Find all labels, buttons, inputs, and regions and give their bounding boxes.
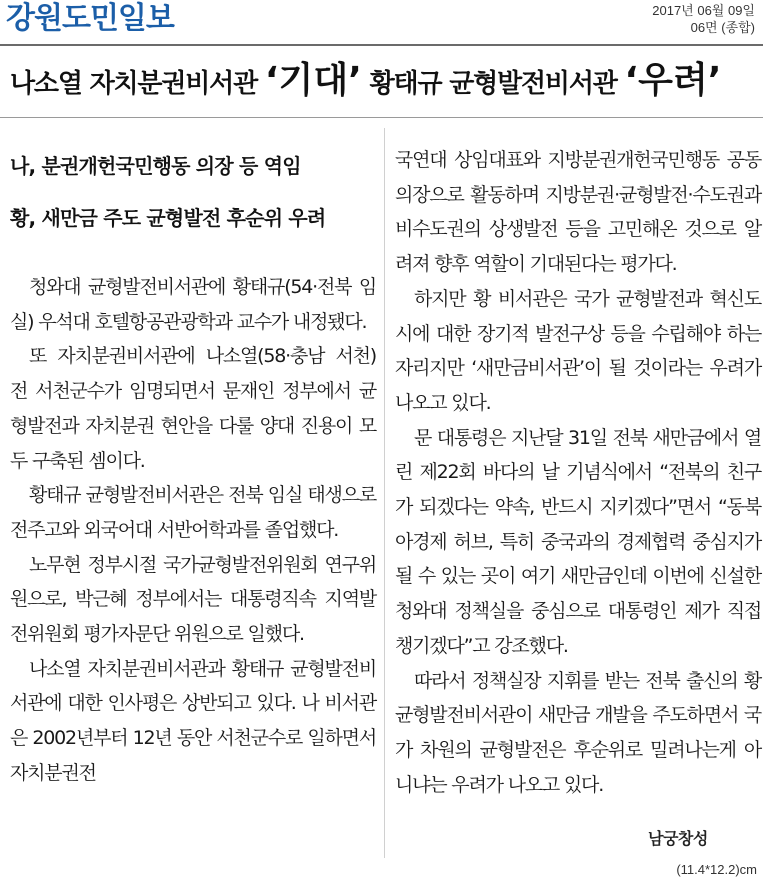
body-paragraph: 황태규 균형발전비서관은 전북 임실 태생으로 전주고와 외국어대 서반어학과를 졸업했다. xyxy=(10,484,376,541)
body-paragraph: 따라서 정책실장 지휘를 받는 전북 출신의 황 균형발전비서관이 새만금 개발을 주도하면서 국가 차원의 균형발전은 후순위로 밀려나는게 아니냐는 우려가 나오고 있다. xyxy=(395,669,761,796)
top-divider xyxy=(0,44,763,46)
clipping-size-note: (11.4*12.2)cm xyxy=(676,862,757,877)
body-paragraph: 문 대통령은 지난달 31일 전북 새만금에서 열린 제22회 바다의 날 기념식에서 “전북의 친구가 되겠다는 약속, 반드시 지키겠다”면서 “동북아경제 허브, 특히 중국과의 경제협력 중심지가 될 수 있는 곳이 여기 새만금인데 이번에 신설한 청와대 정책실을 중심으로 대통령인 제가 직접 챙기겠다”고 강조했다. xyxy=(395,426,761,657)
body-paragraph: 또 자치분권비서관에 나소열(58·충남 서천) 전 서천군수가 임명되면서 문재인 정부에서 균형발전과 자치분권 현안을 다룰 양대 진용이 모두 구축된 셈이다. xyxy=(10,345,376,472)
newspaper-masthead: 강원도민일보 xyxy=(6,1,174,36)
issue-date: 2017년 06월 09일 xyxy=(652,3,755,18)
article-column-left xyxy=(10,270,376,791)
subheadlines xyxy=(10,140,372,244)
body-paragraph-continued: 국연대 상임대표와 지방분권개헌국민행동 공동의장으로 활동하며 지방분권·균형발전·수도권과 비수도권의 상생발전 등을 고민해온 것으로 알려져 향후 역할이 기대된다는 평가다. xyxy=(395,149,761,276)
body-paragraph: 노무현 정부시절 국가균형발전위원회 연구위원으로, 박근혜 정부에서는 대통령직속 지역발전위원회 평가자문단 위원으로 일했다. xyxy=(10,553,376,646)
headline-quote-2: ‘우려’ xyxy=(624,60,722,101)
article-headline xyxy=(10,56,756,109)
body-paragraph: 청와대 균형발전비서관에 황태규(54·전북 임실) 우석대 호텔항공관광학과 교수가 내정됐다. xyxy=(10,276,376,333)
body-paragraph: 나소열 자치분권비서관과 황태규 균형발전비서관에 대한 인사평은 상반되고 있다. 나 비서관은 2002년부터 12년 동안 서천군수로 일하면서 자치분권전 xyxy=(10,657,376,784)
headline-part-1: 나소열 자치분권비서관 xyxy=(10,69,265,99)
reporter-byline: 남궁창성 xyxy=(648,829,708,848)
issue-info xyxy=(652,2,755,36)
headline-quote-1: ‘기대’ xyxy=(264,60,362,101)
column-divider xyxy=(384,128,385,858)
subheadline-1: 나, 분권개헌국민행동 의장 등 역임 xyxy=(10,154,301,178)
headline-divider xyxy=(0,117,763,118)
issue-page: 06면 (종합) xyxy=(690,20,755,35)
body-paragraph: 하지만 황 비서관은 국가 균형발전과 혁신도시에 대한 장기적 발전구상 등을 수립해야 하는 자리지만 ‘새만금비서관’이 될 것이라는 우려가 나오고 있다. xyxy=(395,287,761,414)
article-column-right xyxy=(395,143,761,802)
subheadline-2: 황, 새만금 주도 균형발전 후순위 우려 xyxy=(10,206,326,230)
headline-part-2: 황태규 균형발전비서관 xyxy=(361,69,625,99)
